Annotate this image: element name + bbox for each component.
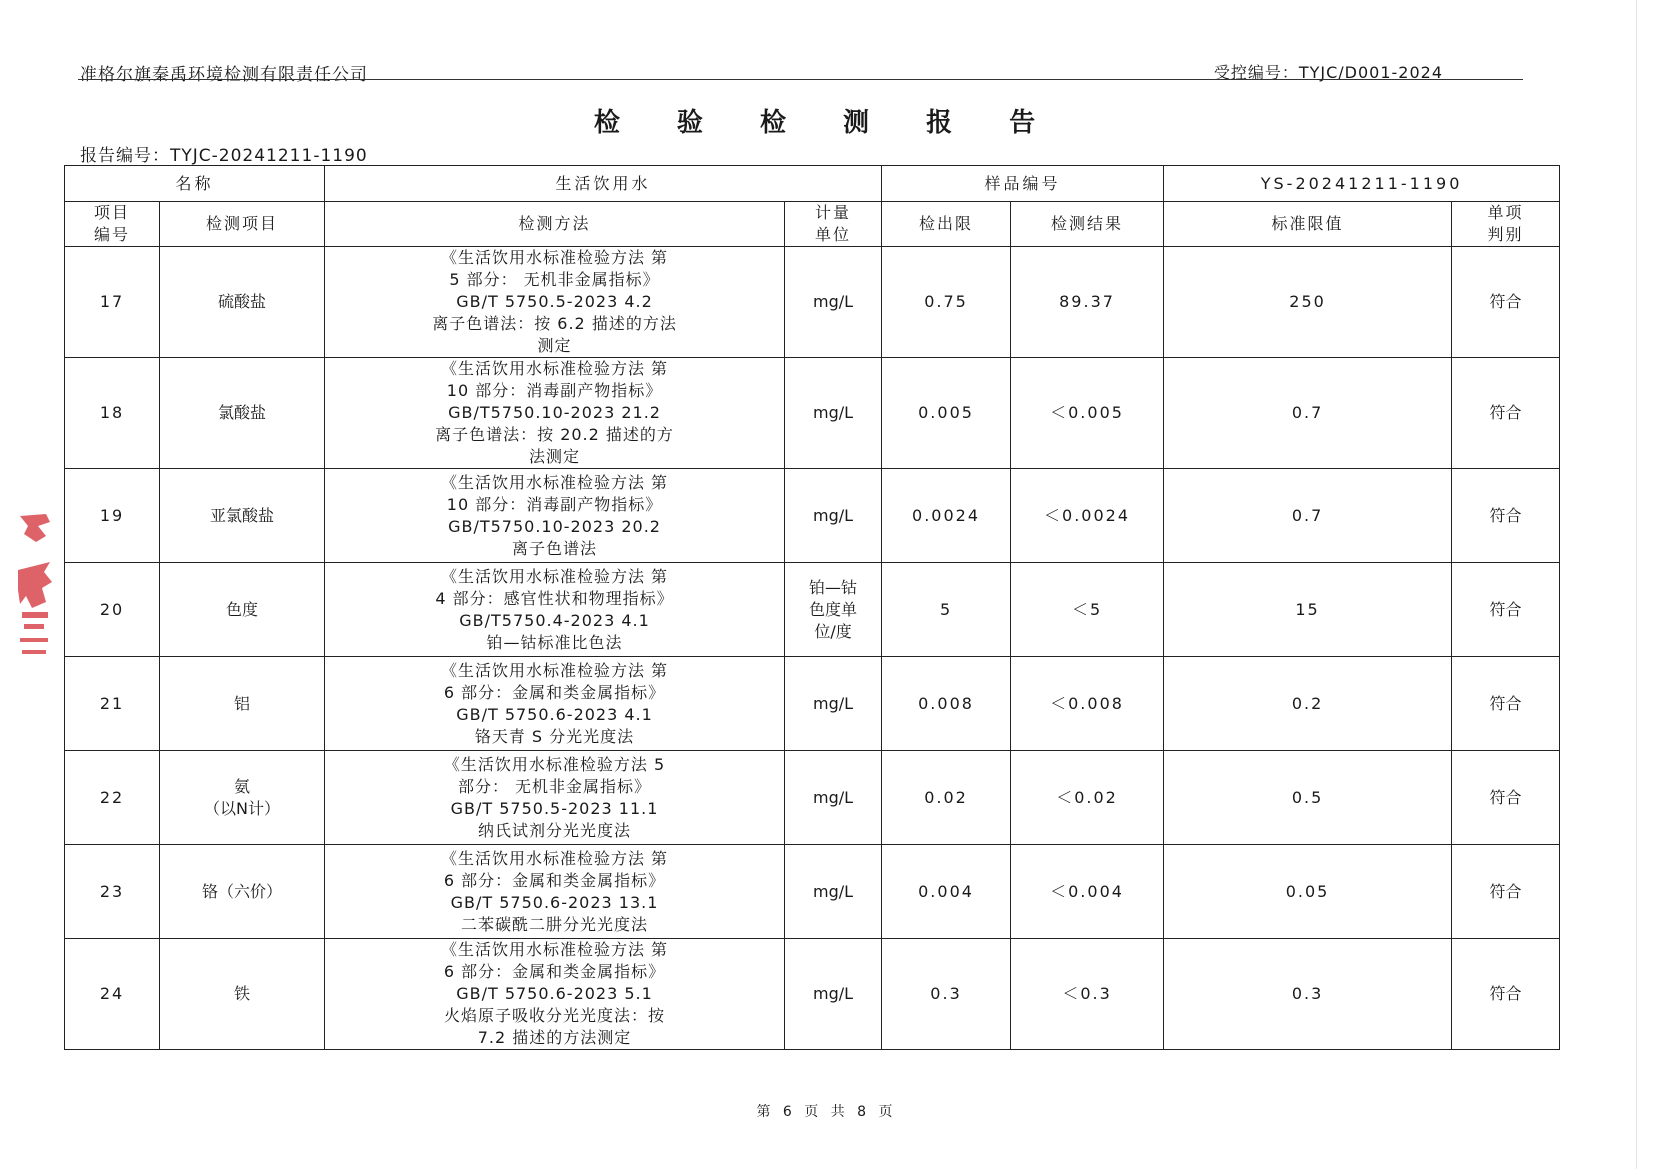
- cell-item: [160, 358, 325, 469]
- cell-method-line: 10 部分：消毒副产物指标》: [446, 381, 663, 400]
- cell-method-line: 《生活饮用水标准检验方法 第: [440, 248, 669, 267]
- cell-method-line: 《生活饮用水标准检验方法 第: [440, 472, 669, 492]
- cell-method: [325, 751, 785, 845]
- cell-unit-line: 位/度: [814, 621, 852, 641]
- cell-item-no: 23: [65, 845, 160, 939]
- cell-method: [325, 469, 785, 563]
- cell-method-line: GB/T 5750.6-2023 4.1: [456, 704, 653, 724]
- col-unit: [785, 202, 882, 247]
- cell-item-no: 22: [65, 751, 160, 845]
- seal-stamp-fragment: [16, 512, 58, 672]
- col-item-no-line2: 编号: [93, 225, 130, 244]
- cell-method-line: GB/T 5750.6-2023 5.1: [456, 984, 653, 1003]
- cell-method-line: 铂—钴标准比色法: [486, 632, 623, 652]
- cell-judgement: 符合: [1452, 751, 1560, 845]
- cell-method: [325, 358, 785, 469]
- col-judgement: [1452, 202, 1560, 247]
- cell-unit: [785, 563, 882, 657]
- cell-method: [325, 563, 785, 657]
- cell-item-line: （以N计）: [204, 798, 280, 818]
- cell-method-line: 二苯碳酰二肼分光光度法: [461, 914, 649, 934]
- cell-method-line: 《生活饮用水标准检验方法 第: [440, 566, 669, 586]
- cell-unit-line: mg/L: [813, 787, 854, 807]
- cell-item-no: 20: [65, 563, 160, 657]
- cell-unit-line: mg/L: [813, 693, 854, 713]
- cell-judgement: 符合: [1452, 657, 1560, 751]
- cell-method: [325, 939, 785, 1050]
- cell-method: [325, 247, 785, 358]
- sample-name-value: 生活饮用水: [325, 166, 882, 202]
- table-row: [65, 358, 1560, 469]
- table-row: [65, 563, 1560, 657]
- cell-method-line: 铬天青 S 分光光度法: [474, 726, 635, 746]
- cell-method-line: 《生活饮用水标准检验方法 第: [440, 359, 669, 378]
- cell-unit: [785, 939, 882, 1050]
- cell-standard: 0.7: [1164, 358, 1452, 469]
- cell-unit-line: mg/L: [813, 292, 854, 311]
- control-number: 受控编号：TYJC/D001-2024: [1213, 63, 1443, 82]
- company-name: 准格尔旗秦禹环境检测有限责任公司: [80, 65, 368, 85]
- cell-item-line: 色度: [226, 599, 259, 619]
- cell-method-line: 《生活饮用水标准检验方法 第: [440, 940, 669, 959]
- cell-item: [160, 939, 325, 1050]
- table-row: [65, 469, 1560, 563]
- sample-id-value: YS-20241211-1190: [1164, 166, 1560, 202]
- sample-name-label: 名称: [65, 166, 325, 202]
- col-standard: 标准限值: [1164, 202, 1452, 247]
- cell-limit: 0.008: [882, 657, 1011, 751]
- cell-unit: [785, 845, 882, 939]
- cell-unit-line: mg/L: [813, 505, 854, 525]
- cell-item: [160, 247, 325, 358]
- cell-item-line: 亚氯酸盐: [210, 505, 275, 525]
- cell-item-line: 铝: [234, 693, 251, 713]
- cell-item: [160, 563, 325, 657]
- cell-unit-line: mg/L: [813, 881, 854, 901]
- results-table: [64, 165, 1560, 1050]
- cell-limit: 0.0024: [882, 469, 1011, 563]
- cell-result: ＜0.008: [1011, 657, 1164, 751]
- table-row: [65, 657, 1560, 751]
- cell-limit: 0.004: [882, 845, 1011, 939]
- cell-unit: [785, 657, 882, 751]
- cell-method-line: 法测定: [529, 447, 581, 466]
- report-number: 报告编号：TYJC-20241211-1190: [80, 146, 368, 166]
- cell-unit: [785, 358, 882, 469]
- cell-result: ＜0.005: [1011, 358, 1164, 469]
- cell-unit-line: 色度单: [809, 599, 858, 619]
- cell-standard: 0.7: [1164, 469, 1452, 563]
- cell-result: ＜0.02: [1011, 751, 1164, 845]
- cell-method-line: GB/T5750.10-2023 21.2: [448, 403, 661, 422]
- cell-unit-line: mg/L: [813, 403, 854, 422]
- cell-item-line: 氯酸盐: [218, 403, 267, 422]
- cell-standard: 15: [1164, 563, 1452, 657]
- cell-judgement: 符合: [1452, 358, 1560, 469]
- col-method: 检测方法: [325, 202, 785, 247]
- col-unit-line2: 单位: [815, 225, 852, 244]
- cell-method-line: 10 部分：消毒副产物指标》: [446, 494, 663, 514]
- cell-item-no: 19: [65, 469, 160, 563]
- column-header-row: [65, 202, 1560, 247]
- table-row: [65, 845, 1560, 939]
- cell-item: [160, 845, 325, 939]
- cell-method-line: 离子色谱法: [512, 538, 598, 558]
- sample-id-label: 样品编号: [882, 166, 1164, 202]
- cell-unit-line: 铂—钴: [809, 577, 858, 597]
- cell-limit: 0.3: [882, 939, 1011, 1050]
- cell-method-line: 《生活饮用水标准检验方法 第: [440, 848, 669, 868]
- cell-item-line: 氨: [234, 776, 251, 796]
- sample-header-row: [65, 166, 1560, 202]
- cell-method-line: 7.2 描述的方法测定: [477, 1028, 632, 1047]
- table-row: [65, 939, 1560, 1050]
- cell-unit: [785, 247, 882, 358]
- cell-item-no: 17: [65, 247, 160, 358]
- cell-method-line: 4 部分：感官性状和物理指标》: [435, 588, 674, 608]
- cell-method: [325, 845, 785, 939]
- cell-standard: 0.3: [1164, 939, 1452, 1050]
- page-footer: 第 6 页 共 8 页: [756, 1104, 897, 1120]
- cell-judgement: 符合: [1452, 469, 1560, 563]
- cell-method-line: 离子色谱法：按 6.2 描述的方法: [432, 314, 677, 333]
- cell-item: [160, 751, 325, 845]
- cell-item-no: 24: [65, 939, 160, 1050]
- cell-item-line: 铬（六价）: [202, 881, 283, 901]
- col-judgement-line1: 单项: [1487, 203, 1524, 222]
- cell-result: ＜0.004: [1011, 845, 1164, 939]
- cell-method-line: GB/T5750.10-2023 20.2: [448, 516, 661, 536]
- cell-item: [160, 469, 325, 563]
- table-row: [65, 247, 1560, 358]
- cell-result: ＜5: [1011, 563, 1164, 657]
- cell-method-line: GB/T 5750.5-2023 11.1: [450, 798, 659, 818]
- cell-judgement: 符合: [1452, 247, 1560, 358]
- cell-unit: [785, 469, 882, 563]
- col-result: 检测结果: [1011, 202, 1164, 247]
- cell-method: [325, 657, 785, 751]
- cell-item-line: 硫酸盐: [218, 292, 267, 311]
- col-limit: 检出限: [882, 202, 1011, 247]
- cell-judgement: 符合: [1452, 939, 1560, 1050]
- report-title: 检 验 检 测 报 告: [593, 108, 1060, 138]
- cell-item-no: 21: [65, 657, 160, 751]
- cell-unit-line: mg/L: [813, 984, 854, 1003]
- cell-method-line: GB/T5750.4-2023 4.1: [459, 610, 650, 630]
- cell-item: [160, 657, 325, 751]
- table-row: [65, 751, 1560, 845]
- cell-method-line: 6 部分：金属和类金属指标》: [443, 870, 666, 890]
- cell-limit: 0.005: [882, 358, 1011, 469]
- col-judgement-line2: 判别: [1487, 225, 1524, 244]
- cell-result: 89.37: [1011, 247, 1164, 358]
- header-rule: [78, 79, 1523, 80]
- cell-standard: 0.05: [1164, 845, 1452, 939]
- cell-judgement: 符合: [1452, 845, 1560, 939]
- cell-method-line: 火焰原子吸收分光光度法：按: [444, 1006, 666, 1025]
- cell-result: ＜0.0024: [1011, 469, 1164, 563]
- cell-item-line: 铁: [234, 984, 251, 1003]
- col-item-no-line1: 项目: [93, 203, 130, 222]
- cell-method-line: 离子色谱法：按 20.2 描述的方: [435, 425, 674, 444]
- col-item-no: [65, 202, 160, 247]
- cell-method-line: 纳氏试剂分光光度法: [478, 820, 632, 840]
- col-item: 检测项目: [160, 202, 325, 247]
- cell-limit: 0.75: [882, 247, 1011, 358]
- cell-result: ＜0.3: [1011, 939, 1164, 1050]
- cell-standard: 0.2: [1164, 657, 1452, 751]
- cell-judgement: 符合: [1452, 563, 1560, 657]
- cell-method-line: 6 部分：金属和类金属指标》: [443, 962, 666, 981]
- scan-edge-line: [1636, 0, 1637, 1169]
- cell-method-line: GB/T 5750.6-2023 13.1: [450, 892, 659, 912]
- cell-standard: 250: [1164, 247, 1452, 358]
- cell-unit: [785, 751, 882, 845]
- cell-method-line: 部分： 无机非金属指标》: [457, 776, 652, 796]
- cell-item-no: 18: [65, 358, 160, 469]
- cell-method-line: 《生活饮用水标准检验方法 第: [440, 660, 669, 680]
- cell-limit: 0.02: [882, 751, 1011, 845]
- cell-method-line: 测定: [537, 336, 572, 355]
- cell-method-line: 5 部分： 无机非金属指标》: [449, 270, 660, 289]
- cell-standard: 0.5: [1164, 751, 1452, 845]
- cell-method-line: 6 部分：金属和类金属指标》: [443, 682, 666, 702]
- col-unit-line1: 计量: [815, 203, 852, 222]
- cell-method-line: GB/T 5750.5-2023 4.2: [456, 292, 653, 311]
- cell-method-line: 《生活饮用水标准检验方法 5: [443, 754, 666, 774]
- cell-limit: 5: [882, 563, 1011, 657]
